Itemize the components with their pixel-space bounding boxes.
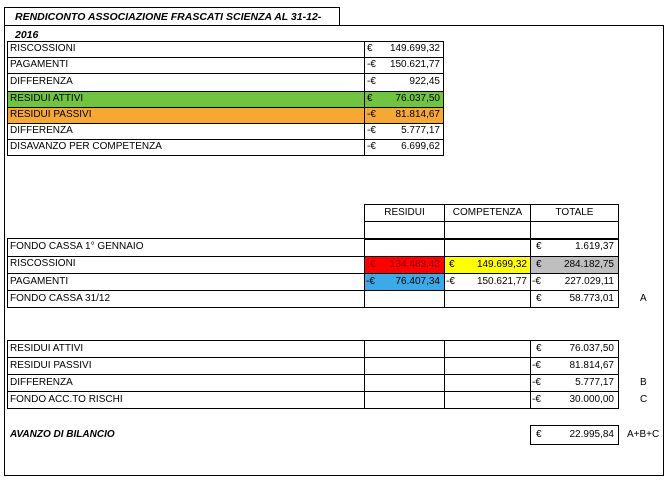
- totale-cell: -€ 81.814,67: [532, 360, 614, 371]
- totale-cell: € 1.619,37: [536, 241, 614, 252]
- top-row: DIFFERENZA -€ 922,45: [10, 76, 440, 87]
- header-competenza: COMPETENZA: [452, 207, 523, 218]
- top-row: RESIDUI ATTIVI € 76.037,50: [10, 93, 440, 104]
- top-row: DISAVANZO PER COMPETENZA -€ 6.699,62: [10, 141, 440, 152]
- avanzo-value-box: € 22.995,84: [530, 425, 619, 445]
- row-label: FONDO CASSA 31/12: [10, 293, 111, 304]
- row-label: PAGAMENTI: [10, 276, 69, 287]
- letter-a: A: [640, 293, 647, 304]
- top-row: DIFFERENZA -€ 5.777,17: [10, 125, 440, 136]
- competenza-cell: -€ 150.621,77: [446, 276, 527, 287]
- totale-cell: € 76.037,50: [536, 343, 614, 354]
- totale-cell: -€ 30.000,00: [532, 394, 614, 405]
- totale-cell: -€ 5.777,17: [532, 377, 614, 388]
- letter-b: B: [640, 377, 647, 388]
- header-totale: TOTALE: [555, 207, 594, 218]
- totale-cell: € 284.182,75: [536, 259, 614, 270]
- row-label: DIFFERENZA: [10, 377, 73, 388]
- row-label: FONDO ACC.TO RISCHI: [10, 394, 123, 405]
- totale-cell: -€ 227.029,11: [532, 276, 614, 287]
- top-row: PAGAMENTI -€ 150.621,77: [10, 59, 440, 70]
- header-residui: RESIDUI: [384, 207, 425, 218]
- residui-cell: -€ 76.407,34: [366, 276, 440, 287]
- row-label: FONDO CASSA 1° GENNAIO: [10, 241, 144, 252]
- totale-cell: € 58.773,01: [536, 293, 614, 304]
- row-label: RISCOSSIONI: [10, 258, 76, 269]
- report-title: RENDICONTO ASSOCIAZIONE FRASCATI SCIENZA AL 31-12-2016: [4, 7, 340, 26]
- avanzo-formula: A+B+C: [627, 429, 660, 440]
- row-label: RESIDUI ATTIVI: [10, 343, 84, 354]
- row-label: RESIDUI PASSIVI: [10, 360, 92, 371]
- residui-cell: € 134.483,43: [370, 259, 440, 270]
- letter-c: C: [640, 394, 648, 405]
- top-row: RESIDUI PASSIVI -€ 81.814,67: [10, 109, 440, 120]
- competenza-cell: € 149.699,32: [449, 259, 527, 270]
- avanzo-label: AVANZO DI BILANCIO: [10, 429, 115, 440]
- top-row: RISCOSSIONI € 149.699,32: [10, 43, 440, 54]
